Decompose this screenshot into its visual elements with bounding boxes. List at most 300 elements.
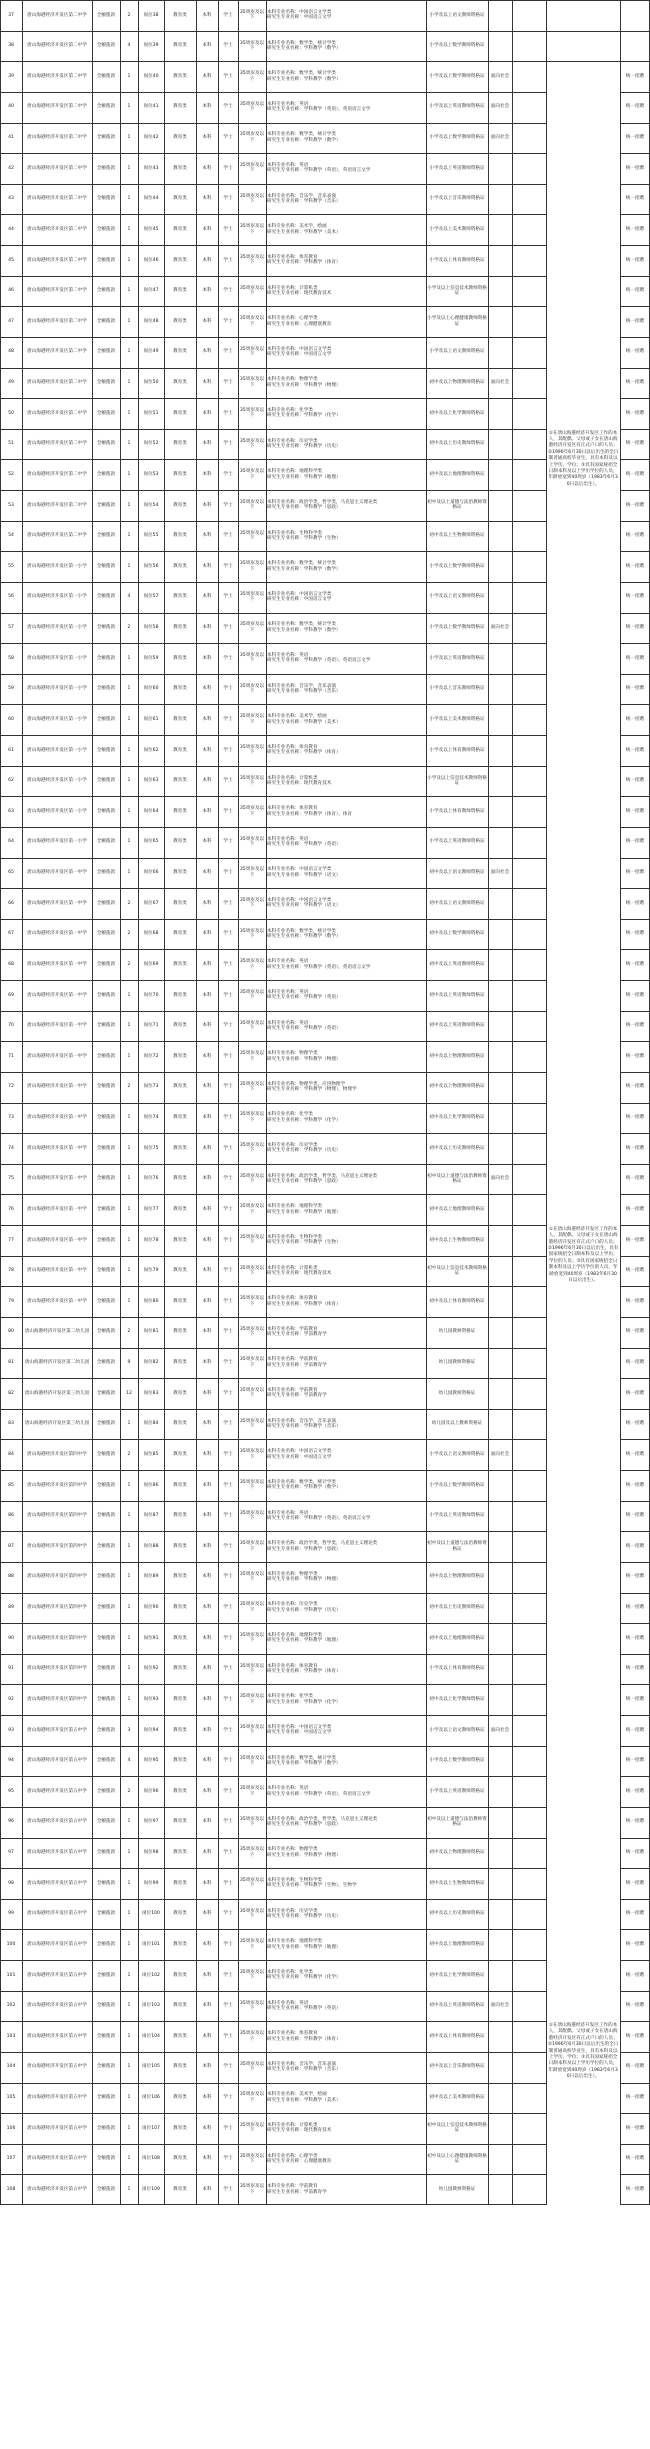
- cell-number: 107: [6, 2156, 16, 2162]
- cell-category: 教育类: [173, 1819, 187, 1825]
- cell-certificate: 初中及以上道德与法治教师资格证: [427, 1541, 487, 1552]
- cell-education: 本科: [202, 992, 212, 998]
- cell-education: 本科: [202, 441, 212, 447]
- cell-source: 面向社会: [490, 625, 510, 631]
- cell-recruit: 统一招聘: [625, 1023, 645, 1029]
- cell-major: 本科专业名称：中国语言文学类 研究生专业名称：中国语言文学: [267, 9, 332, 21]
- cell-age: 35周岁及以下: [239, 1541, 265, 1552]
- cell-funding: 全额拨款: [96, 104, 116, 110]
- cell-post-code: 岗位77: [143, 1206, 159, 1212]
- cell-post-code: 岗位92: [143, 1666, 159, 1672]
- cell-age: 35周岁及以下: [239, 744, 265, 756]
- cell-unit: 唐山海港经济开发区第二幼儿园: [24, 1329, 90, 1335]
- cell-age: 35周岁及以下: [239, 1051, 265, 1062]
- cell-category: 教育类: [173, 1941, 187, 1947]
- cell-unit: 唐山海港经济开发区第一小学: [27, 747, 87, 753]
- cell-category: 教育类: [173, 73, 187, 79]
- cell-source: [488, 1409, 512, 1440]
- cell-degree: 学士: [223, 1941, 233, 1947]
- cell-source: [488, 1838, 512, 1869]
- cell-degree: 学士: [223, 43, 233, 49]
- cell-education: 本科: [202, 533, 212, 539]
- cell-age: 35周岁及以下: [239, 1878, 265, 1889]
- cell-unit: 唐山海港经济开发区第二中学: [27, 410, 87, 416]
- cell-age: 35周岁及以下: [239, 591, 265, 603]
- cell-number: 43: [8, 196, 14, 202]
- cell-source: [488, 1286, 512, 1317]
- cell-recruit: 统一招聘: [625, 1360, 645, 1366]
- cell-certificate: 初中及以上美术教师资格证: [429, 2095, 485, 2101]
- cell-funding: 全额拨款: [96, 1329, 116, 1335]
- cell-source: [488, 31, 512, 62]
- cell-major: 本科专业名称：英语 研究生专业名称：学科教学（英语），英语语言文学: [267, 959, 371, 970]
- cell-unit: 唐山海港经济开发区第二中学: [27, 380, 87, 386]
- cell-age: 35周岁及以下: [239, 1265, 265, 1276]
- cell-count: 1: [127, 870, 131, 876]
- cell-post-code: 岗位97: [143, 1819, 159, 1825]
- cell-degree: 学士: [223, 2033, 233, 2039]
- cell-count: 1: [127, 1206, 131, 1212]
- cell-number: 37: [8, 12, 14, 18]
- cell-number: 61: [8, 747, 14, 753]
- cell-count: 2: [127, 931, 131, 937]
- cell-certificate: 初中及以上数学教师资格证: [429, 931, 485, 937]
- cell-degree: 学士: [223, 747, 233, 753]
- cell-source: [488, 735, 512, 766]
- cell-source: [488, 2052, 512, 2083]
- cell-recruit: [620, 31, 650, 62]
- cell-funding: 全额拨款: [96, 349, 116, 355]
- cell-major: 本科专业名称：数学类，统计学类 研究生专业名称：学科教学（数学）: [267, 132, 341, 143]
- cell-age: 35周岁及以下: [239, 561, 265, 572]
- cell-category: 教育类: [173, 1635, 187, 1641]
- cell-certificate: 小学及以上英语教师资格证: [429, 655, 485, 661]
- cell-education: 本科: [202, 1390, 212, 1396]
- cell-source: [488, 306, 512, 337]
- cell-funding: 全额拨款: [96, 1084, 116, 1090]
- cell-major: 本科专业名称：生物科学类 研究生专业名称：学科教学（生物）: [267, 1234, 341, 1246]
- cell-number: 93: [8, 1727, 14, 1733]
- cell-count: 1: [127, 502, 131, 508]
- cell-post-code: 岗位53: [143, 471, 159, 477]
- cell-recruit: 统一招聘: [625, 1727, 645, 1733]
- cell-funding: 全额拨款: [96, 135, 116, 141]
- cell-education: 本科: [202, 1727, 212, 1733]
- cell-major: 本科专业名称：数学类，统计学类 研究生专业名称：学科教学（数学）: [267, 928, 341, 940]
- cell-recruit: 统一招聘: [625, 1421, 645, 1427]
- cell-number: 104: [6, 2064, 16, 2070]
- cell-category: 教育类: [173, 1605, 187, 1611]
- cell-funding: 全额拨款: [96, 12, 116, 18]
- cell-certificate: 初中及以上化学教师资格证: [429, 1972, 485, 1978]
- cell-age: 35周岁及以下: [239, 2000, 265, 2011]
- cell-degree: 学士: [223, 1451, 233, 1457]
- cell-category: 教育类: [173, 1390, 187, 1396]
- cell-source: [488, 1746, 512, 1777]
- cell-certificate: 小学及以上体育教师资格证: [429, 1666, 485, 1672]
- cell-certificate: 小学及以上英语教师资格证: [429, 1513, 485, 1519]
- cell-unit: 唐山海港经济开发区第五中学: [27, 1788, 87, 1794]
- cell-major: 本科专业名称：英语 研究生专业名称：学科教学（英语）: [267, 836, 341, 848]
- cell-degree: 学士: [223, 73, 233, 79]
- cell-source: 面向社会: [490, 104, 510, 110]
- cell-number: 94: [8, 1758, 14, 1764]
- cell-funding: 全额拨款: [96, 1911, 116, 1917]
- cell-unit: 唐山海港经济开发区第二中学: [27, 349, 87, 355]
- cell-recruit: [620, 0, 650, 31]
- cell-certificate: 小学及以上信息技术教师资格证: [427, 285, 487, 296]
- cell-unit: 唐山海港经济开发区第一中学: [27, 1206, 87, 1212]
- cell-certificate: 初中及以上化学教师资格证: [429, 1115, 485, 1121]
- cell-certificate: 初中及以上信息技术教师资格证: [427, 1265, 487, 1276]
- cell-certificate: 小学及以上语文教师资格证: [429, 1451, 485, 1457]
- cell-post-code: 岗位102: [142, 1972, 160, 1978]
- cell-degree: 学士: [223, 1176, 233, 1182]
- cell-count: 1: [127, 1268, 131, 1274]
- cell-category: 教育类: [173, 2064, 187, 2070]
- cell-count: 1: [127, 104, 131, 110]
- cell-post-code: 岗位42: [143, 135, 159, 141]
- cell-source: [488, 1194, 512, 1225]
- cell-funding: 全额拨款: [96, 1758, 116, 1764]
- cell-post-code: 岗位76: [143, 1176, 159, 1182]
- cell-count: 1: [127, 1115, 131, 1121]
- cell-unit: 唐山海港经济开发区第五中学: [27, 1850, 87, 1856]
- cell-count: 12: [126, 1390, 132, 1396]
- cell-certificate: 初中及以上道德与法治教师资格证: [427, 499, 487, 511]
- cell-category: 教育类: [173, 1574, 187, 1580]
- cell-age: 35周岁及以下: [239, 2031, 265, 2042]
- cell-count: 1: [127, 1298, 131, 1304]
- cell-education: 本科: [202, 1482, 212, 1488]
- cell-age: 35周岁及以下: [239, 2153, 265, 2165]
- cell-funding: 全额拨款: [96, 747, 116, 753]
- cell-major: 本科专业名称：数学类，统计学类 研究生专业名称：学科教学（数学）: [267, 1755, 341, 1766]
- cell-category: 教育类: [173, 1482, 187, 1488]
- cell-funding: 全额拨款: [96, 165, 116, 171]
- cell-unit: 唐山海港经济开发区第一中学: [27, 961, 87, 967]
- cell-certificate: 小学及以上体育教师资格证: [429, 747, 485, 753]
- cell-major: 本科专业名称：历史学类 研究生专业名称：学科教学（历史）: [267, 1143, 341, 1154]
- cell-major: 本科专业名称：地理科学类 研究生专业名称：学科教学（地理）: [267, 1633, 341, 1644]
- cell-count: 1: [127, 257, 131, 263]
- cell-post-code: 岗位93: [143, 1696, 159, 1702]
- cell-recruit: 统一招聘: [625, 655, 645, 661]
- cell-recruit: 统一招聘: [625, 747, 645, 753]
- cell-recruit: 统一招聘: [625, 165, 645, 171]
- cell-category: 教育类: [173, 1850, 187, 1856]
- cell-number: 59: [8, 686, 14, 692]
- cell-education: 本科: [202, 1819, 212, 1825]
- cell-age: 35周岁及以下: [239, 346, 265, 358]
- cell-degree: 学士: [223, 1513, 233, 1519]
- cell-count: 1: [127, 2033, 131, 2039]
- cell-source: [488, 153, 512, 184]
- cell-degree: 学士: [223, 318, 233, 324]
- cell-education: 本科: [202, 104, 212, 110]
- cell-post-code: 岗位99: [143, 1880, 159, 1886]
- cell-source: [488, 1317, 512, 1348]
- cell-count: 2: [127, 625, 131, 631]
- cell-post-code: 岗位78: [143, 1237, 159, 1243]
- cell-age: 35周岁及以下: [239, 1694, 265, 1705]
- cell-count: 2: [127, 961, 131, 967]
- cell-education: 本科: [202, 1513, 212, 1519]
- cell-count: 1: [127, 135, 131, 141]
- cell-certificate: 初中及以上生物教师资格证: [429, 1880, 485, 1886]
- cell-education: 本科: [202, 747, 212, 753]
- cell-funding: 全额拨款: [96, 1115, 116, 1121]
- cell-number: 78: [8, 1268, 14, 1274]
- cell-source: [488, 1929, 512, 1960]
- cell-age: 35周岁及以下: [239, 653, 265, 664]
- cell-age: 35周岁及以下: [239, 1602, 265, 1613]
- cell-number: 82: [8, 1390, 14, 1396]
- cell-age: 35周岁及以下: [239, 1816, 265, 1828]
- cell-degree: 学士: [223, 12, 233, 18]
- cell-age: 35周岁及以下: [239, 132, 265, 143]
- cell-post-code: 岗位98: [143, 1850, 159, 1856]
- cell-unit: 唐山海港经济开发区第二中学: [27, 73, 87, 79]
- cell-funding: 全额拨款: [96, 808, 116, 814]
- cell-major: 本科专业名称：历史学类 研究生专业名称：学科教学（历史）: [267, 438, 341, 450]
- cell-number: 100: [6, 1941, 16, 1947]
- cell-certificate: 初中及以上物理教师资格证: [429, 380, 485, 386]
- cell-certificate: 初中及以上历史教师资格证: [429, 1145, 485, 1151]
- cell-certificate: 初中及以上地理教师资格证: [429, 1206, 485, 1212]
- cell-funding: 全额拨款: [96, 471, 116, 477]
- cell-number: 45: [8, 257, 14, 263]
- cell-age: 35周岁及以下: [239, 775, 265, 786]
- cell-major: 本科专业名称：中国语言文学类 研究生专业名称：中国语言文学: [267, 346, 332, 358]
- cell-count: 1: [127, 1635, 131, 1641]
- cell-major: 本科专业名称：体育教育 研究生专业名称：学科教学（体育）: [267, 1663, 341, 1675]
- cell-funding: 全额拨款: [96, 1788, 116, 1794]
- cell-count: 9: [127, 1360, 131, 1366]
- cell-post-code: 岗位103: [142, 2003, 160, 2009]
- cell-funding: 全额拨款: [96, 1696, 116, 1702]
- cell-number: 108: [6, 2186, 16, 2192]
- cell-certificate: 初中及以上物理教师资格证: [429, 1084, 485, 1090]
- cell-unit: 唐山海港经济开发区第二中学: [27, 533, 87, 539]
- cell-category: 教育类: [173, 686, 187, 692]
- cell-age: 35周岁及以下: [239, 622, 265, 633]
- cell-number: 69: [8, 992, 14, 998]
- cell-category: 教育类: [173, 655, 187, 661]
- cell-age: 35周岁及以下: [239, 530, 265, 541]
- cell-category: 教育类: [173, 502, 187, 508]
- cell-number: 65: [8, 870, 14, 876]
- cell-recruit: 统一招聘: [625, 1635, 645, 1641]
- cell-recruit: 统一招聘: [625, 594, 645, 600]
- cell-certificate: 小学及以上英语教师资格证: [429, 1788, 485, 1794]
- cell-source: [488, 1225, 512, 1256]
- cell-number: 49: [8, 380, 14, 386]
- cell-age: 35周岁及以下: [239, 1418, 265, 1430]
- cell-source: [488, 643, 512, 674]
- cell-count: 1: [127, 1972, 131, 1978]
- cell-funding: 全额拨款: [96, 1298, 116, 1304]
- cell-education: 本科: [202, 1758, 212, 1764]
- cell-education: 本科: [202, 1941, 212, 1947]
- cell-recruit: 统一招聘: [625, 1850, 645, 1856]
- cell-number: 89: [8, 1605, 14, 1611]
- cell-recruit: 统一招聘: [625, 441, 645, 447]
- cell-count: 4: [127, 594, 131, 600]
- cell-degree: 学士: [223, 1605, 233, 1611]
- cell-funding: 全额拨款: [96, 716, 116, 722]
- cell-recruit: 统一招聘: [625, 1574, 645, 1580]
- cell-funding: 全额拨款: [96, 1513, 116, 1519]
- cell-certificate: 小学及以上数学教师资格证: [429, 1758, 485, 1764]
- cell-post-code: 岗位95: [143, 1758, 159, 1764]
- cell-source: [488, 1348, 512, 1379]
- cell-post-code: 岗位46: [143, 257, 159, 263]
- cell-unit: 唐山海港经济开发区第二中学: [27, 226, 87, 232]
- cell-degree: 学士: [223, 1053, 233, 1059]
- cell-major: 本科专业名称：中国语言文学类 研究生专业名称：中国语言文学: [267, 1724, 332, 1736]
- cell-number: 75: [8, 1176, 14, 1182]
- cell-funding: 全额拨款: [96, 900, 116, 906]
- cell-degree: 学士: [223, 594, 233, 600]
- cell-funding: 全额拨款: [96, 1360, 116, 1366]
- cell-education: 本科: [202, 410, 212, 416]
- cell-recruit: 统一招聘: [625, 778, 645, 784]
- cell-post-code: 岗位82: [143, 1360, 159, 1366]
- cell-degree: 学士: [223, 165, 233, 171]
- cell-major: 本科专业名称：化学类 研究生专业名称：学科教学（化学）: [267, 1112, 341, 1123]
- cell-funding: 全额拨款: [96, 2186, 116, 2192]
- cell-major: 本科专业名称：体育教育 研究生专业名称：学科教学（体育）: [267, 744, 341, 756]
- cell-number: 64: [8, 839, 14, 845]
- cell-unit: 唐山海港经济开发区第一小学: [27, 563, 87, 569]
- cell-category: 教育类: [173, 2125, 187, 2131]
- cell-degree: 学士: [223, 686, 233, 692]
- cell-unit: 唐山海港经济开发区第二中学: [27, 257, 87, 263]
- cell-unit: 唐山海港经济开发区第五中学: [27, 2125, 87, 2131]
- cell-count: 1: [127, 1237, 131, 1243]
- cell-age: 35周岁及以下: [239, 408, 265, 419]
- cell-source: [488, 1470, 512, 1501]
- cell-age: 35周岁及以下: [239, 101, 265, 113]
- cell-age: 35周岁及以下: [239, 438, 265, 450]
- cell-category: 教育类: [173, 1727, 187, 1733]
- cell-category: 教育类: [173, 2003, 187, 2009]
- cell-unit: 唐山海港经济开发区第二中学: [27, 196, 87, 202]
- cell-age: 35周岁及以下: [239, 1633, 265, 1644]
- cell-unit: 唐山海港经济开发区第四中学: [27, 1451, 87, 1457]
- cell-recruit: 统一招聘: [625, 2033, 645, 2039]
- cell-major: 本科专业名称：物理学类 研究生专业名称：学科教学（物理）: [267, 1051, 341, 1062]
- cell-major: 本科专业名称：中国语言文学类 研究生专业名称：学科教学（语文）: [267, 898, 341, 909]
- cell-major: 本科专业名称：历史学类 研究生专业名称：学科教学（历史）: [267, 1908, 341, 1920]
- cell-count: 1: [127, 471, 131, 477]
- cell-recruit: 统一招聘: [625, 2125, 645, 2131]
- cell-funding: 全额拨款: [96, 992, 116, 998]
- cell-funding: 全额拨款: [96, 380, 116, 386]
- cell-unit: 唐山海港经济开发区第五中学: [27, 1941, 87, 1947]
- cell-major: 本科专业名称：物理学类，应用物理学 研究生专业名称：学科教学（物理），物理学: [267, 1081, 357, 1093]
- cell-category: 教育类: [173, 1206, 187, 1212]
- cell-education: 本科: [202, 1421, 212, 1427]
- cell-degree: 学士: [223, 1084, 233, 1090]
- cell-number: 46: [8, 288, 14, 294]
- cell-certificate: 初中及以上生物教师资格证: [429, 1237, 485, 1243]
- cell-recruit: 统一招聘: [625, 1911, 645, 1917]
- cell-unit: 唐山海港经济开发区第五中学: [27, 2064, 87, 2070]
- cell-number: 39: [8, 73, 14, 79]
- cell-recruit: 统一招聘: [625, 135, 645, 141]
- cell-count: 1: [127, 288, 131, 294]
- cell-post-code: 岗位88: [143, 1543, 159, 1549]
- cell-unit: 唐山海港经济开发区第一中学: [27, 1115, 87, 1121]
- cell-age: 35周岁及以下: [239, 1020, 265, 1031]
- cell-funding: 全额拨款: [96, 2064, 116, 2070]
- cell-degree: 学士: [223, 1788, 233, 1794]
- cell-recruit: 统一招聘: [625, 502, 645, 508]
- cell-major: 本科专业名称：学前教育 研究生专业名称：学前教育学: [267, 1388, 327, 1399]
- cell-education: 本科: [202, 2125, 212, 2131]
- cell-category: 教育类: [173, 288, 187, 294]
- cell-category: 教育类: [173, 1115, 187, 1121]
- cell-degree: 学士: [223, 135, 233, 141]
- cell-count: 2: [127, 900, 131, 906]
- cell-count: 1: [127, 808, 131, 814]
- cell-major: 本科专业名称：政治学类，哲学类，马克思主义理论类 研究生专业名称：学科教学（思政）: [267, 1541, 378, 1552]
- cell-degree: 学士: [223, 1972, 233, 1978]
- cell-education: 本科: [202, 1911, 212, 1917]
- cell-count: 1: [127, 1574, 131, 1580]
- cell-funding: 全额拨款: [96, 625, 116, 631]
- cell-education: 本科: [202, 1666, 212, 1672]
- cell-recruit: 统一招聘: [625, 1543, 645, 1549]
- cell-count: 1: [127, 196, 131, 202]
- cell-unit: 唐山海港经济开发区第四中学: [27, 1543, 87, 1549]
- cell-education: 本科: [202, 1084, 212, 1090]
- cell-number: 98: [8, 1880, 14, 1886]
- cell-funding: 全额拨款: [96, 1237, 116, 1243]
- cell-count: 1: [127, 1543, 131, 1549]
- cell-degree: 学士: [223, 2125, 233, 2131]
- cell-number: 84: [8, 1451, 14, 1457]
- cell-source: [488, 827, 512, 858]
- cell-funding: 全额拨款: [96, 931, 116, 937]
- cell-degree: 学士: [223, 533, 233, 539]
- cell-post-code: 岗位89: [143, 1574, 159, 1580]
- cell-degree: 学士: [223, 1758, 233, 1764]
- cell-post-code: 岗位63: [143, 778, 159, 784]
- cell-education: 本科: [202, 288, 212, 294]
- cell-funding: 全额拨款: [96, 563, 116, 569]
- cell-major: 本科专业名称：体育教育 研究生专业名称：学科教学（体育）: [267, 254, 341, 266]
- cell-source: 面向社会: [490, 380, 510, 386]
- cell-count: 2: [127, 1329, 131, 1335]
- cell-degree: 学士: [223, 1298, 233, 1304]
- cell-major: 本科专业名称：计算机类 研究生专业名称：现代教育技术: [267, 285, 332, 296]
- cell-category: 教育类: [173, 12, 187, 18]
- cell-education: 本科: [202, 2095, 212, 2101]
- cell-unit: 唐山海港经济开发区第三幼儿园: [24, 1390, 90, 1396]
- cell-funding: 全额拨款: [96, 73, 116, 79]
- cell-degree: 学士: [223, 808, 233, 814]
- cell-source: [488, 1776, 512, 1807]
- cell-recruit: 统一招聘: [625, 471, 645, 477]
- cell-major: 本科专业名称：化学类 研究生专业名称：学科教学（化学）: [267, 408, 341, 419]
- cell-post-code: 岗位60: [143, 686, 159, 692]
- cell-age: 35周岁及以下: [239, 499, 265, 511]
- cell-count: 1: [127, 1605, 131, 1611]
- cell-category: 教育类: [173, 43, 187, 49]
